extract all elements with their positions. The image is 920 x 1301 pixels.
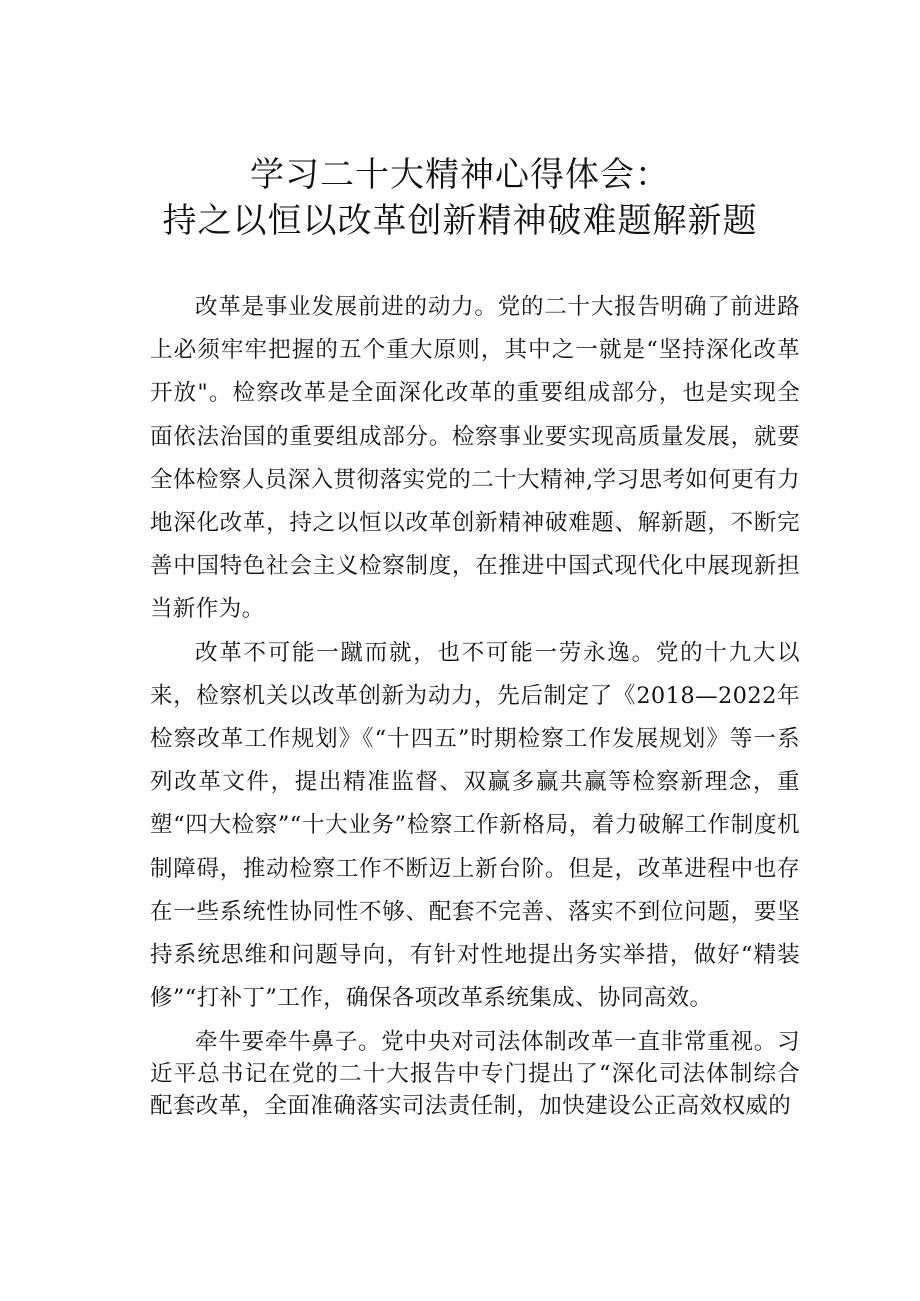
document-body: [150, 286, 800, 1122]
title-line-2: 持之以恒以改革创新精神破难题解新题: [162, 201, 758, 241]
document-title: [120, 152, 800, 244]
paragraph-3: 牵牛要牵牛鼻子。党中央对司法体制改革一直非常重视。习近平总书记在党的二十大报告中专门提出了“深化司法体制综合配套改革，全面准确落实司法责任制，加快建设公正高效权威的: [150, 1029, 800, 1120]
paragraph-2: 改革不可能一蹴而就，也不可能一劳永逸。党的十九大以来，检察机关以改革创新为动力，先后制定了《2018—2022年检察改革工作规划》《“十四五”时期检察工作发展规划》等一系列改革文件，提出精准监督、双赢多赢共赢等检察新理念，重塑“四大检察”“十大业务”检察工作新格局，着力破解工作制度机制障碍，推动检察工作不断迈上新台阶。但是，改革进程中也存在一些系统性协同性不够、配套不完善、落实不到位问题，要坚持系统思维和问题导向，有针对性地提出务实举措，做好“精装修”“打补丁”工作，确保各项改革系统集成、协同高效。: [150, 639, 800, 1012]
paragraph-1: 改革是事业发展前进的动力。党的二十大报告明确了前进路上必须牢牢把握的五个重大原则，其中之一就是“坚持深化改革开放"。检察改革是全面深化改革的重要组成部分，也是实现全面依法治国的重要组成部分。检察事业要实现高质量发展，就要全体检察人员深入贯彻落实党的二十大精神,学习思考如何更有力地深化改革，持之以恒以改革创新精神破难题、解新题，不断完善中国特色社会主义检察制度，在推进中国式现代化中展现新担当新作为。: [150, 294, 800, 623]
title-line-1: 学习二十大精神心得体会：: [250, 155, 670, 195]
